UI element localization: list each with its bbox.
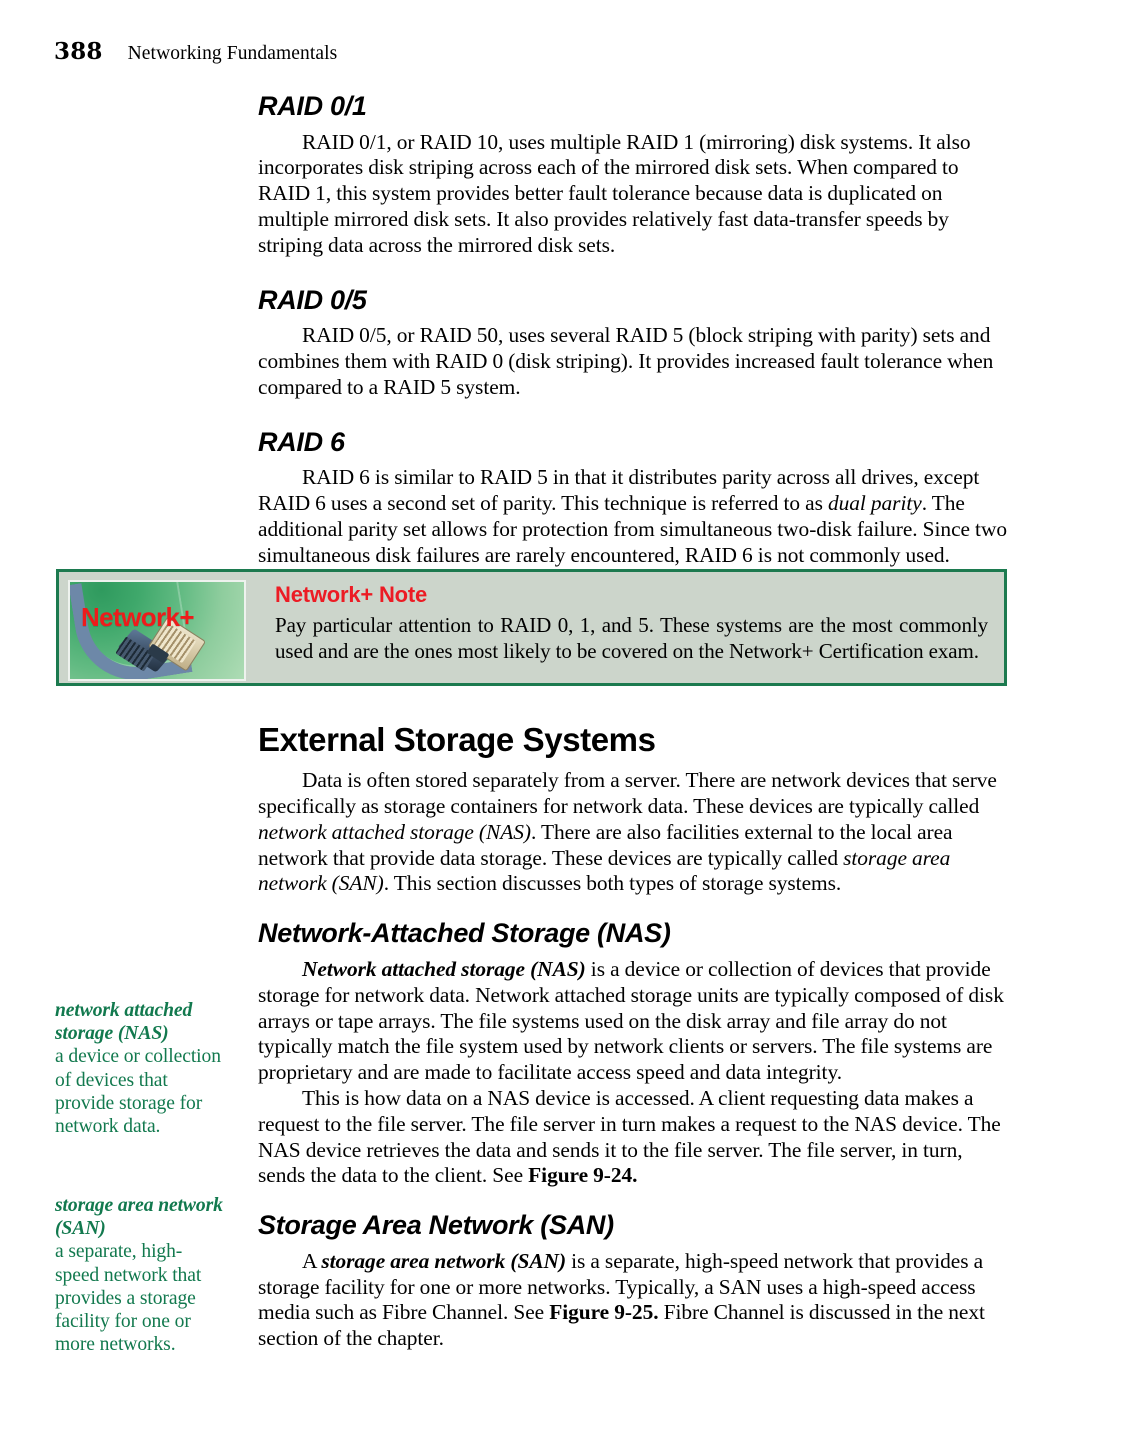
glossary-term-nas: network attached storage (NAS): [55, 1000, 193, 1045]
heading-raid-6: RAID 6: [258, 426, 345, 457]
raid6-text-part2: . The additional parity set allows for protection from simultaneous two-disk failure. Since two simultaneous disk failures are rarely encountered, RAID 6 is not commonly used.: [258, 491, 1007, 567]
san-text-part2: is a separate, high-speed network that provides a storage facility for one or more networks. Typically, a SAN uses a high-speed access media such as Fibre Channel. See: [258, 1248, 984, 1325]
san-text-part1: A: [302, 1248, 322, 1273]
figure-reference-9-25: Figure 9-25.: [549, 1300, 659, 1325]
ext-text-part3: . This section discusses both types of storage systems.: [383, 871, 842, 896]
paragraph-nas-2: [258, 1086, 1014, 1189]
glossary-definition-san: a separate, high-speed network that provides a storage facility for one or more networks.: [55, 1241, 202, 1356]
heading-raid-0-5: RAID 0/5: [258, 284, 367, 315]
nas-paragraph-rest: is a device or collection of devices that provide storage for network data. Network attached storage units are typically composed of disk arrays or tape arrays. The file systems used on the disk array and file array do not typically match the file system used by network clients or servers. The file systems are proprietary and are made to facilitate access speed and data integrity.: [258, 956, 1004, 1085]
paragraph-raid-0-1: RAID 0/1, or RAID 10, uses multiple RAID 1 (mirroring) disk systems. It also incorporates disk striping across each of the mirrored disk sets. When compared to RAID 1, this system provides better fault tolerance because data is duplicated on multiple mirrored disk sets. It also provides relatively fast data-transfer speeds by striping data across the mirrored disk sets.: [258, 129, 971, 257]
heading-network-attached-storage: Network-Attached Storage (NAS): [258, 918, 671, 949]
paragraph-san: [258, 1249, 1014, 1352]
san-text-part3: Fibre Channel is discussed in the next section of the chapter.: [258, 1300, 985, 1351]
ext-italic-term-san: storage area network (SAN): [258, 845, 951, 896]
running-head: [54, 38, 754, 65]
main-text-column: [258, 92, 1014, 569]
page-number: 388: [54, 38, 103, 65]
note-heading: Network+ Note: [275, 582, 428, 607]
ext-text-part2: . There are also facilities external to the local area network that provide data storage. These devices are typically called: [258, 819, 953, 870]
paragraph-external-storage: [258, 768, 1014, 897]
figure-reference-9-24: Figure 9-24.: [528, 1163, 638, 1188]
paragraph-nas-1: [258, 957, 1014, 1086]
glossary-definition-nas: a device or collection of devices that provide storage for network data.: [55, 1046, 221, 1138]
raid6-italic-term: dual parity: [827, 491, 922, 516]
ethernet-cable-photo: [68, 580, 246, 681]
heading-raid-0-1: RAID 0/1: [258, 91, 367, 121]
network-plus-note-box: [56, 569, 1007, 686]
paragraph-raid-0-5: RAID 0/5, or RAID 50, uses several RAID 5 (block striping with parity) sets and combines them with RAID 0 (disk striping). It provides increased fault tolerance when compared to a RAID 5 system.: [258, 323, 994, 399]
san-lead-term: storage area network (SAN): [321, 1248, 567, 1273]
network-plus-badge-label: Network+: [81, 602, 194, 632]
note-body-text: Pay particular attention to RAID 0, 1, and 5. These systems are the most commonly used and are the ones most likely to be covered on the Network+ Certification exam.: [275, 613, 988, 663]
glossary-entry-san: [55, 1194, 223, 1356]
ext-italic-term-nas: network attached storage (NAS): [258, 819, 531, 844]
glossary-term-san: storage area network (SAN): [55, 1195, 223, 1240]
nas-p2-text: This is how data on a NAS device is accessed. A client requesting data makes a request to the file server. The file server in turn makes a request to the NAS device. The NAS device retrieves the data and sends it to the file server. The file server, in turn, sends the data to the client. See: [258, 1085, 1001, 1188]
raid6-text-part1: RAID 6 is similar to RAID 5 in that it distributes parity across all drives, except RAID 6 uses a second set of parity. This technique is referred to as: [258, 465, 980, 516]
main-text-column-lower: [258, 722, 1014, 1352]
glossary-entry-nas: [55, 999, 223, 1138]
note-text-block: [275, 582, 988, 664]
heading-storage-area-network: Storage Area Network (SAN): [258, 1210, 614, 1241]
ext-text-part1: Data is often stored separately from a server. There are network devices that serve specifically as storage containers for network data. These devices are typically called: [258, 768, 997, 819]
paragraph-raid-6: [258, 465, 1014, 568]
heading-external-storage-systems: External Storage Systems: [258, 721, 656, 758]
nas-lead-term: Network attached storage (NAS): [302, 956, 586, 981]
running-title: Networking Fundamentals: [127, 43, 338, 64]
